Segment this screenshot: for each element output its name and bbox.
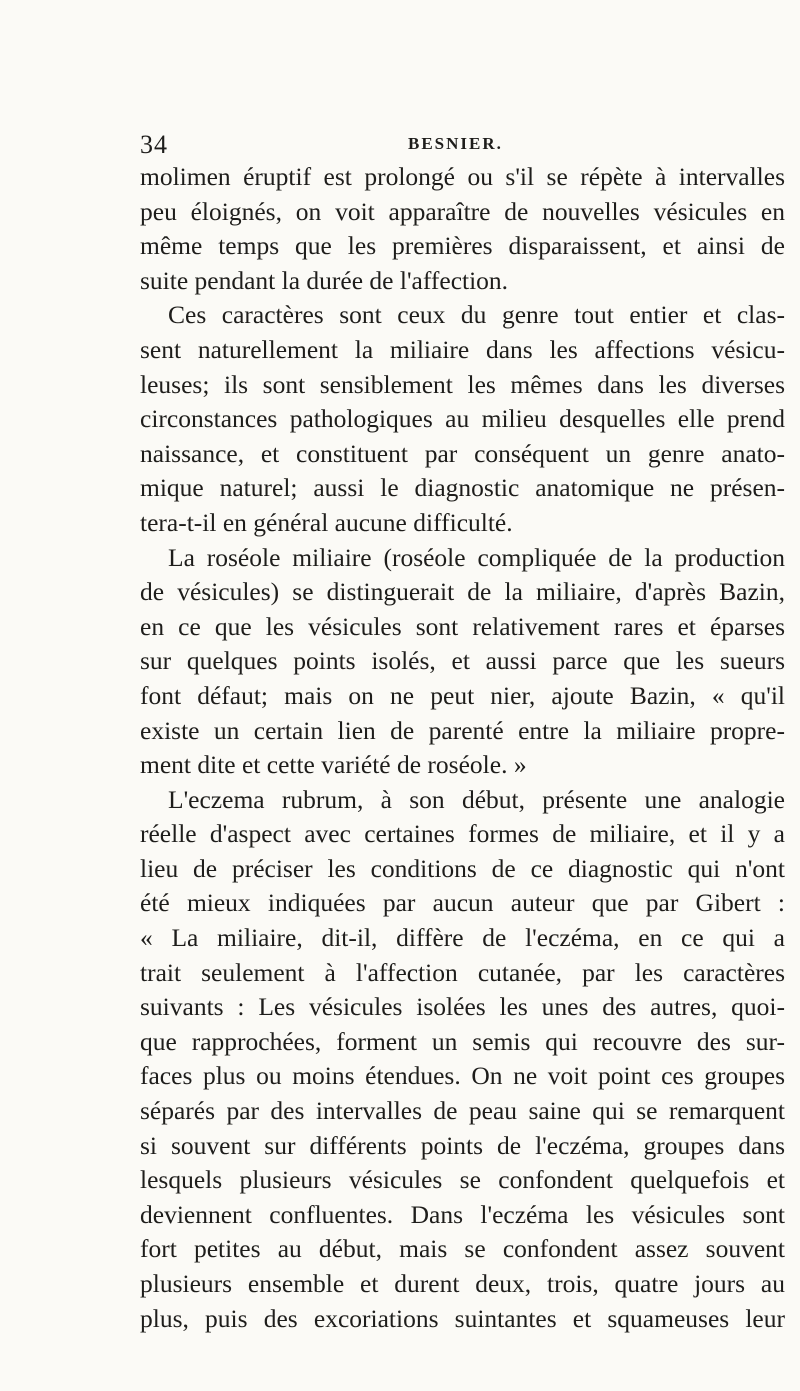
text-line: Ces caractères sont ceux du genre tout entier et clas- xyxy=(168,300,785,330)
text-line: peu éloignés, on voit apparaître de nouvelles vésicules en xyxy=(140,196,785,226)
page-number: 34 xyxy=(140,130,168,159)
text-line: séparés par des intervalles de peau saine qui se remarquent xyxy=(140,1096,785,1126)
text-line: fort petites au début, mais se confondent assez souvent xyxy=(140,1234,785,1264)
running-head: BESNIER. xyxy=(408,134,503,153)
text-line: tera-t-il en général aucune difficulté. xyxy=(140,507,513,537)
text-line: que rapprochées, forment un semis qui recouvre des sur- xyxy=(140,1026,785,1056)
text-line: plusieurs ensemble et durent deux, trois, quatre jours au xyxy=(140,1269,785,1298)
text-line: font défaut; mais on ne peut nier, ajoute Bazin, « qu'il xyxy=(140,680,785,710)
text-line: faces plus ou moins étendues. On ne voit point ces groupes xyxy=(140,1061,785,1091)
page-header xyxy=(140,130,800,160)
text-line: sent naturellement la miliaire dans les affections vésicu- xyxy=(140,334,785,364)
text-line: de vésicules) se distinguerait de la miliaire, d'après Bazin, xyxy=(140,577,785,607)
text-line: même temps que les premières disparaissent, et ainsi de xyxy=(140,231,785,261)
text-line: naissance, et constituent par conséquent un genre anato- xyxy=(140,438,785,468)
text-line: suite pendant la durée de l'affection. xyxy=(140,265,509,295)
body-text xyxy=(140,160,785,1336)
text-line: suivants : Les vésicules isolées les unes des autres, quoi- xyxy=(140,992,785,1022)
text-line: La roséole miliaire (roséole compliquée de la production xyxy=(168,542,785,572)
text-line: existe un certain lien de parenté entre la miliaire propre- xyxy=(140,715,785,745)
text-line: molimen éruptif est prolongé ou s'il se répète à intervalles xyxy=(140,162,785,191)
text-line: trait seulement à l'affection cutanée, par les caractères xyxy=(140,957,785,987)
text-line: « La miliaire, dit-il, diffère de l'eczéma, en ce qui a xyxy=(140,923,785,953)
text-line: L'eczema rubrum, à son début, présente une analogie xyxy=(168,784,785,814)
text-line: deviennent confluentes. Dans l'eczéma les vésicules sont xyxy=(140,1199,785,1229)
text-line: lieu de préciser les conditions de ce diagnostic qui n'ont xyxy=(140,853,785,883)
text-line: sur quelques points isolés, et aussi parce que les sueurs xyxy=(140,646,785,676)
text-line: lesquels plusieurs vésicules se confondent quelquefois et xyxy=(140,1165,785,1195)
text-line: plus, puis des excoriations suintantes et squameuses leur xyxy=(140,1303,785,1333)
text-line: circonstances pathologiques au milieu desquelles elle prend xyxy=(140,404,785,434)
text-line: leuses; ils sont sensiblement les mêmes dans les diverses xyxy=(140,369,785,399)
text-line: si souvent sur différents points de l'eczéma, groupes dans xyxy=(140,1130,785,1160)
text-line: été mieux indiquées par aucun auteur que par Gibert : xyxy=(140,888,785,918)
text-line: mique naturel; aussi le diagnostic anatomique ne présen- xyxy=(140,473,785,503)
text-line: réelle d'aspect avec certaines formes de miliaire, et il y a xyxy=(140,819,785,849)
text-line: en ce que les vésicules sont relativement rares et éparses xyxy=(140,611,785,641)
text-line: ment dite et cette variété de roséole. » xyxy=(140,750,527,780)
